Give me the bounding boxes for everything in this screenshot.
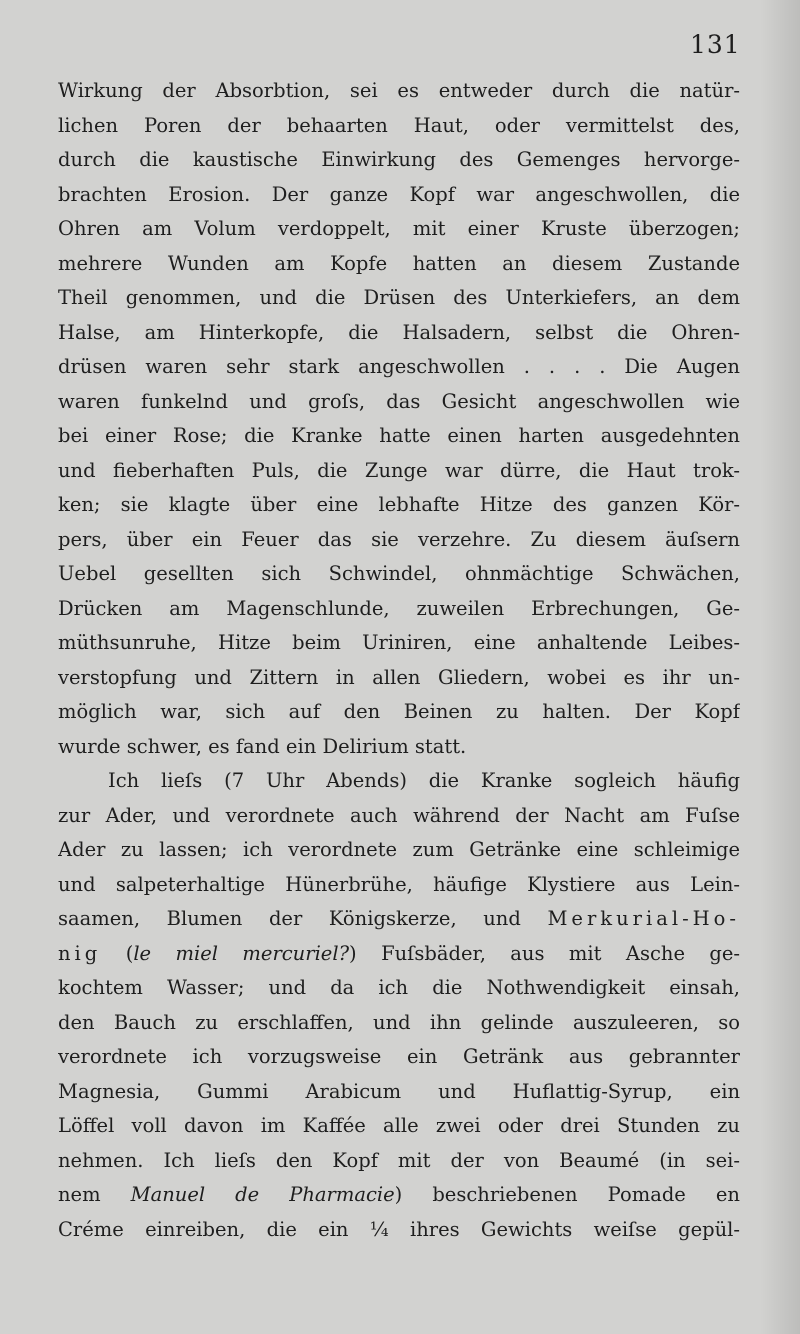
text-line-6: mehrere Wunden am Kopfe hatten an diesem Zustande [58,251,740,275]
text-line-14: pers, über ein Feuer das sie verzehre. Zu diesem äuſsern [58,527,740,551]
text-line-4: brachten Erosion. Der ganze Kopf war angeschwollen, die [58,182,740,206]
book-title-manuel: Manuel de Pharmacie [130,1183,395,1206]
text-line-33-start: nem [58,1183,101,1206]
text-line-22: zur Ader, und verordnete auch während der Nacht am Fuſse [58,803,740,827]
text-line-24: und salpeterhaltige Hünerbrühe, häufige Klystiere aus Lein- [58,872,740,896]
text-line-12: und fieberhaften Puls, die Zunge war dürre, die Haut trok- [58,458,740,482]
text-line-17: müthsunruhe, Hitze beim Uriniren, eine anhaltende Leibes- [58,631,740,654]
text-line-27: kochtem Wasser; und da ich die Nothwendigkeit einsah, [58,976,740,999]
text-line-16: Drücken am Magenschlunde, zuweilen Erbrechungen, Ge- [58,596,740,620]
text-line-1: Wirkung der Absorbtion, sei es entweder durch die natür- [58,79,740,102]
text-line-26 [58,937,740,972]
text-line-5: Ohren am Volum verdoppelt, mit einer Kruste überzogen; [58,217,740,240]
text-line-11: bei einer Rose; die Kranke hatte einen harten ausgedehnten [58,424,740,447]
text-line-7: Theil genommen, und die Drüsen des Unterkiefers, an dem [58,286,740,309]
text-line-30: Magnesia, Gummi Arabicum und Huflattig-Syrup, ein [58,1079,740,1103]
page-edge-shadow [760,0,800,1334]
text-line-29: verordnete ich vorzugsweise ein Getränk aus gebrannter [58,1045,740,1068]
paren-open: ( [125,941,134,965]
text-line-20: wurde schwer, es fand ein Delirium statt. [58,734,467,758]
merkurial-honig-part-1: Merkurial-Ho- [547,907,740,930]
text-line-13: ken; sie klagte über eine lebhafte Hitze des ganzen Kör- [58,493,740,516]
text-line-32: nehmen. Ich lieſs den Kopf mit der von Beaumé (in sei- [58,1148,740,1172]
text-line-15: Uebel gesellten sich Schwindel, ohnmächtige Schwächen, [58,562,740,585]
text-line-28: den Bauch zu erschlaffen, und ihn gelinde auszuleeren, so [58,1010,740,1034]
text-line-31: Löffel voll davon im Kaffée alle zwei oder drei Stunden zu [58,1114,740,1137]
text-line-23: Ader zu lassen; ich verordnete zum Getränke eine schleimige [58,838,740,861]
text-line-3: durch die kaustische Einwirkung des Gemenges hervorge- [58,148,740,171]
text-line-25 [58,902,740,937]
merkurial-honig-part-2: nig [58,941,102,965]
text-line-34: Créme einreiben, die ein ¼ ihres Gewichts weiſse gepül- [58,1217,740,1241]
text-line-33 [58,1178,740,1213]
french-term-miel: le miel mercuriel? [133,941,350,965]
text-line-8: Halse, am Hinterkopfe, die Halsadern, selbst die Ohren- [58,320,740,344]
text-line-19: möglich war, sich auf den Beinen zu halten. Der Kopf [58,700,740,723]
text-line-18: verstopfung und Zittern in allen Gliedern, wobei es ihr un- [58,665,740,689]
page-number: 131 [690,30,741,59]
text-line-21: Ich lieſs (7 Uhr Abends) die Kranke sogleich häufig [108,769,740,792]
text-line-2: lichen Poren der behaarten Haut, oder vermittelst des, [58,113,740,137]
body-text [58,74,740,1247]
text-line-9: drüsen waren sehr stark angeschwollen . . . . Die Augen [58,355,740,378]
text-line-26-rest: ) Fuſsbäder, aus mit Asche ge- [349,941,740,965]
text-line-10: waren funkelnd und groſs, das Gesicht angeschwollen wie [58,389,740,413]
text-line-25-main: saamen, Blumen der Königskerze, und [58,907,521,930]
text-line-33-end: ) beschriebenen Pomade en [394,1183,740,1206]
